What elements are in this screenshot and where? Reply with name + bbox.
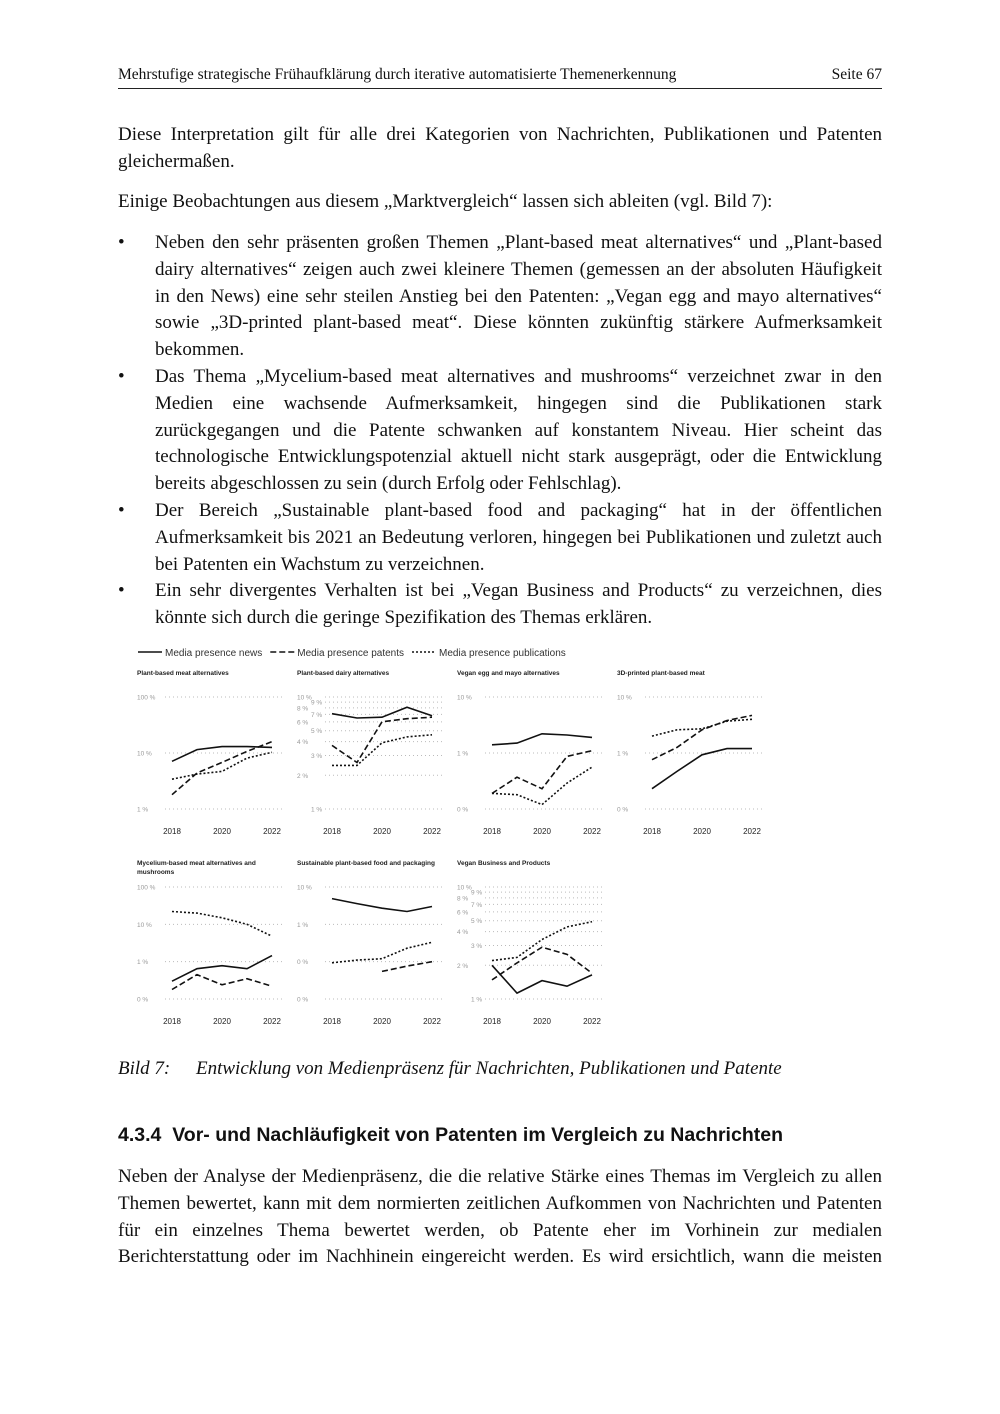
panel-title: Vegan Business and Products [457,860,551,867]
list-item-text: Neben den sehr präsenten großen Themen „Plant-based meat alternatives“ und „Plant-based dairy alternatives“ zeigen auch zwei kleinere Themen (gemessen an der absoluten Häufigkeit in den News) eine sehr steilen Anstieg bei den Patenten: „Vegan egg and mayo alternatives“ sowie „3D-printed plant-based meat“. Diese könnten zukünftig stärkere Aufmerksamkeit bekommen. [155,232,882,361]
y-tick-label: 1 % [471,996,483,1004]
y-tick-label: 7 % [311,711,323,719]
y-tick-label: 5 % [471,918,483,926]
y-tick-label: 7 % [471,901,483,909]
y-tick-label: 100 % [137,694,156,702]
panel-title: 3D-printed plant-based meat [617,670,705,677]
chart-panel [297,860,442,1026]
x-tick-label: 2022 [583,1017,601,1026]
bullet-icon: • [118,499,125,521]
series-line-news [332,899,432,912]
x-tick-label: 2020 [213,1017,231,1026]
y-tick-label: 1 % [137,806,149,814]
x-tick-label: 2022 [583,827,601,836]
y-tick-label: 1 % [137,959,149,967]
series-line-patents [492,947,592,980]
x-tick-label: 2020 [213,827,231,836]
y-tick-label: 0 % [457,806,469,814]
y-tick-label: 4 % [457,929,469,937]
y-tick-label: 10 % [617,694,632,702]
y-tick-label: 10 % [137,921,152,929]
x-tick-label: 2022 [743,827,761,836]
section-heading [118,1124,783,1147]
x-tick-label: 2022 [263,1017,281,1026]
list-item-text: Der Bereich „Sustainable plant-based food and packaging“ hat in der öffentlichen Aufmerksamkeit bis 2021 an Bedeutung verloren, hingegen bei Publikationen und zuletzt auch bei Patenten ein Wachstum zu verzeichnen. [155,499,882,575]
x-tick-label: 2018 [483,1017,501,1026]
x-tick-label: 2022 [263,827,281,836]
series-line-news [172,956,272,982]
series-line-publications [652,719,752,736]
y-tick-label: 100 % [137,884,156,892]
series-line-publications [492,767,592,805]
series-line-patents [172,742,272,795]
y-tick-label: 6 % [457,909,469,917]
y-tick-label: 0 % [297,959,309,967]
panel-title: mushrooms [137,869,175,876]
paragraph-interpretation: Diese Interpretation gilt für alle drei Kategorien von Nachrichten, Publikationen und Patenten gleichermaßen. [118,124,882,172]
chart-panel [457,670,602,836]
y-tick-label: 10 % [457,694,472,702]
x-tick-label: 2020 [373,827,391,836]
y-tick-label: 8 % [297,705,309,713]
x-tick-label: 2020 [533,1017,551,1026]
panel-title: Plant-based meat alternatives [137,670,229,677]
series-line-publications [332,735,432,766]
y-tick-label: 1 % [311,806,323,814]
chart-panel [137,860,282,1026]
x-tick-label: 2022 [423,827,441,836]
series-line-news [652,749,752,789]
series-line-publications [492,922,592,961]
x-tick-label: 2018 [163,1017,181,1026]
panel-title: Sustainable plant-based food and packaging [297,860,435,867]
section-number: 4.3.4 [118,1124,162,1146]
y-tick-label: 2 % [457,962,469,970]
series-line-patents [382,962,432,972]
bullet-icon: • [118,232,125,253]
observation-list [118,230,882,632]
list-item-text: Ein sehr divergentes Verhalten ist bei „Vegan Business and Products“ zu verzeichnen, dies könnte sich durch die geringe Spezifikation des Themas erklären. [155,580,882,629]
x-tick-label: 2018 [323,827,341,836]
y-tick-label: 8 % [457,895,469,903]
y-tick-label: 0 % [297,996,309,1004]
list-item [118,364,882,498]
y-tick-label: 1 % [617,750,629,758]
x-tick-label: 2020 [533,827,551,836]
series-line-publications [332,942,432,963]
x-tick-label: 2018 [483,827,501,836]
list-item [118,230,882,364]
y-tick-label: 10 % [137,750,152,758]
list-item-text: Das Thema „Mycelium-based meat alternatives and mushrooms“ verzeichnet zwar in den Medien eine wachsende Aufmerksamkeit, hingegen sind die Publikationen stark zurückgegangen und die Patente schwanken auf konstantem Niveau. Hier scheint das technologische Entwicklungspotenzial aktuell nicht stark ausgeprägt, oder die Entwicklung bereits abgeschlossen zu sein (durch Erfolg oder Fehlschlag). [155,365,882,495]
legend-label: Media presence news [165,648,263,659]
figure-media-presence-charts [130,642,761,1042]
figure-caption [118,1058,782,1080]
x-tick-label: 2018 [163,827,181,836]
list-item [118,578,882,632]
y-tick-label: 0 % [617,806,629,814]
chart-panel [617,670,762,836]
x-tick-label: 2022 [423,1017,441,1026]
y-tick-label: 10 % [297,884,312,892]
legend-label: Media presence publications [439,648,566,659]
series-line-patents [172,975,272,990]
x-tick-label: 2018 [323,1017,341,1026]
y-tick-label: 10 % [297,694,312,702]
list-item [118,498,882,578]
series-line-news [332,707,432,718]
chart-panel [297,670,442,836]
y-tick-label: 6 % [297,719,309,727]
legend-label: Media presence patents [297,648,405,659]
y-tick-label: 9 % [471,889,483,897]
y-tick-label: 0 % [137,996,149,1004]
paragraph-closing: Neben der Analyse der Medienpräsenz, die die relative Stärke eines Themas im Vergleich zu allen Themen bewertet, kann mit dem normierten zeitlichen Aufkommen von Nachrichten und Patenten für ein einzelnes Thema bewertet werden, ob Patente eher im Vorhinein zur medialen Berichterstattung oder im Nachhinein eingereicht werden. Es wird ersichtlich, wann die meisten [118,1166,882,1268]
panel-title: Mycelium-based meat alternatives and [137,860,256,867]
x-tick-label: 2020 [693,827,711,836]
paragraph-observations-intro: Einige Beobachtungen aus diesem „Marktvergleich“ lassen sich ableiten (vgl. Bild 7): [118,191,773,212]
series-line-publications [172,752,272,779]
x-tick-label: 2020 [373,1017,391,1026]
series-line-news [492,734,592,745]
y-tick-label: 5 % [311,728,323,736]
y-tick-label: 4 % [297,739,309,747]
panel-title: Plant-based dairy alternatives [297,670,390,677]
y-tick-label: 1 % [297,921,309,929]
running-title: Mehrstufige strategische Frühaufklärung durch iterative automatisierte Themenerkennung [118,66,677,83]
y-tick-label: 3 % [471,943,483,951]
y-tick-label: 9 % [311,699,323,707]
section-title: Vor- und Nachläufigkeit von Patenten im Vergleich zu Nachrichten [172,1124,783,1146]
bullet-icon: • [118,365,125,387]
figure-label: Bild 7: [118,1058,171,1079]
page-header [118,66,882,89]
chart-panel [137,670,282,836]
chart-panel [457,860,602,1026]
x-tick-label: 2018 [643,827,661,836]
figure-caption-text: Entwicklung von Medienpräsenz für Nachrichten, Publikationen und Patente [196,1058,782,1079]
page-number: Seite 67 [831,66,882,83]
y-tick-label: 1 % [457,750,469,758]
y-tick-label: 3 % [311,753,323,761]
y-tick-label: 10 % [457,884,472,892]
series-line-news [172,747,272,762]
y-tick-label: 2 % [297,772,309,780]
panel-title: Vegan egg and mayo alternatives [457,670,560,677]
bullet-icon: • [118,580,125,602]
series-line-patents [492,751,592,794]
